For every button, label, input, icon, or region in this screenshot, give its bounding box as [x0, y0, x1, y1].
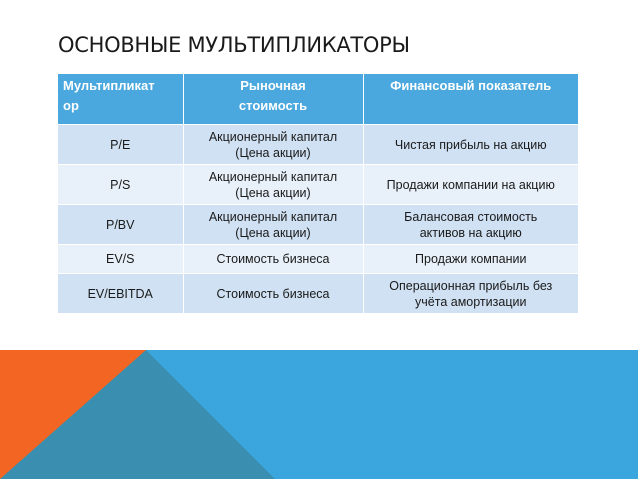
bottom-decoration: [0, 350, 638, 479]
header-market-value-line1: Рыночная: [240, 78, 306, 93]
header-market-value: [183, 74, 363, 125]
cell-multiplier: EV/S: [58, 245, 183, 274]
cell-market-value-line2: (Цена акции): [235, 225, 311, 240]
cell-market-value-line1: Стоимость бизнеса: [216, 286, 330, 301]
cell-financial-metric-line1: Чистая прибыль на акцию: [394, 137, 547, 152]
cell-multiplier: P/E: [58, 125, 183, 165]
cell-financial-metric-line1: Продажи компании на акцию: [386, 177, 555, 192]
cell-market-value-line2: (Цена акции): [235, 185, 311, 200]
table-row: [58, 125, 578, 165]
cell-market-value: [183, 205, 363, 245]
table-row: [58, 274, 578, 314]
cell-market-value-line1: Стоимость бизнеса: [216, 252, 330, 266]
cell-market-value: [183, 165, 363, 205]
cell-market-value: [183, 125, 363, 165]
table-row: [58, 245, 578, 274]
cell-multiplier: P/S: [58, 165, 183, 205]
header-financial-metric-line1: Финансовый показатель: [390, 78, 552, 93]
multipliers-table: [58, 74, 578, 313]
header-market-value-line2: стоимость: [238, 98, 308, 113]
cell-market-value: [183, 245, 363, 274]
header-multiplier-line1: Мультипликат: [63, 78, 155, 93]
cell-market-value-line1: Акционерный капитал: [208, 129, 338, 144]
cell-financial-metric: [363, 165, 578, 205]
cell-financial-metric-line2: активов на акцию: [419, 225, 522, 240]
cell-financial-metric-line1: Балансовая стоимость: [404, 209, 538, 224]
table-row: [58, 165, 578, 205]
cell-financial-metric-line1: Продажи компании: [415, 252, 527, 266]
cell-financial-metric-line2: учёта амортизации: [415, 294, 527, 309]
cell-market-value-line1: Акционерный капитал: [208, 169, 338, 184]
cell-market-value: [183, 274, 363, 314]
cell-financial-metric: [363, 205, 578, 245]
header-financial-metric: [363, 74, 578, 125]
slide-title: ОСНОВНЫЕ МУЛЬТИПЛИКАТОРЫ: [58, 33, 410, 57]
table-row: [58, 205, 578, 245]
cell-market-value-line1: Акционерный капитал: [208, 209, 338, 224]
table-header-row: [58, 74, 578, 125]
cell-financial-metric: [363, 125, 578, 165]
cell-multiplier: P/BV: [58, 205, 183, 245]
cell-financial-metric: [363, 245, 578, 274]
header-multiplier-line2: ор: [63, 98, 79, 113]
cell-market-value-line2: (Цена акции): [235, 145, 311, 160]
cell-financial-metric: [363, 274, 578, 314]
header-multiplier: [58, 74, 183, 125]
cell-multiplier: EV/EBITDA: [58, 274, 183, 314]
cell-financial-metric-line1: Операционная прибыль без: [389, 278, 553, 293]
